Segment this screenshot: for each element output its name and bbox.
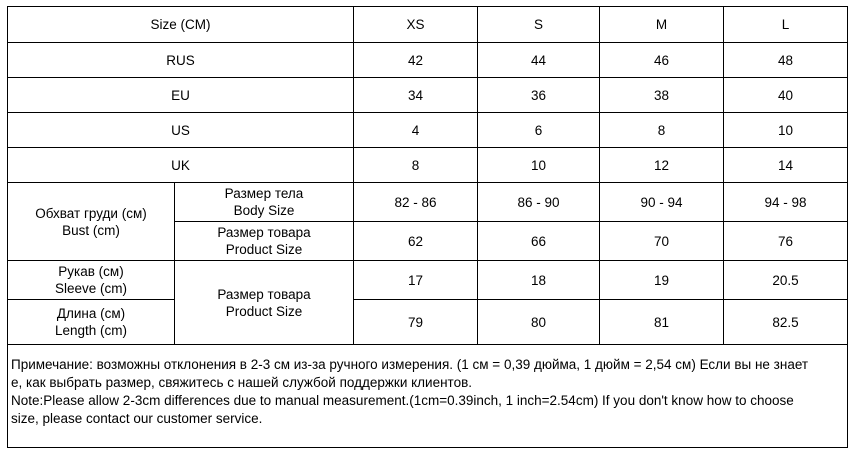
size-header-l: L bbox=[724, 7, 848, 43]
size-header-m: M bbox=[600, 7, 724, 43]
table-cell: 17 bbox=[354, 261, 478, 300]
sleeve-label-en: Sleeve (cm) bbox=[54, 281, 127, 296]
size-header-label: Size (CM) bbox=[8, 7, 354, 43]
note-row bbox=[8, 345, 848, 448]
product-size-label-en: Product Size bbox=[225, 242, 303, 257]
table-cell: 70 bbox=[600, 222, 724, 261]
table-row-uk bbox=[8, 148, 848, 183]
length-label-ru: Длина (см) bbox=[56, 306, 126, 321]
table-cell: 79 bbox=[354, 300, 478, 345]
product-size-merged-ru: Размер товара bbox=[217, 286, 311, 302]
sleeve-label-ru: Рукав (см) bbox=[58, 264, 124, 279]
product-size-merged-label bbox=[175, 261, 354, 345]
table-cell: 34 bbox=[354, 78, 478, 113]
row-label: EU bbox=[8, 78, 354, 113]
length-label-en: Length (cm) bbox=[54, 323, 128, 338]
table-cell: 36 bbox=[478, 78, 600, 113]
header-row bbox=[8, 7, 848, 43]
bust-label bbox=[8, 183, 175, 261]
table-row-bust-body bbox=[8, 183, 848, 222]
table-cell: 44 bbox=[478, 43, 600, 78]
table-cell: 90 - 94 bbox=[600, 183, 724, 222]
note-line-1: Примечание: возможны отклонения в 2-3 см из-за ручного измерения. (1 см = 0,39 дюйма, 1 дюйм = 2,54 см) Если вы не знает bbox=[11, 357, 809, 372]
table-cell: 62 bbox=[354, 222, 478, 261]
table-cell: 10 bbox=[724, 113, 848, 148]
note-text bbox=[8, 345, 848, 448]
note-line-2: е, как выбрать размер, свяжитесь с нашей службой поддержки клиентов. bbox=[11, 375, 473, 390]
note-line-3: Note:Please allow 2-3cm differences due to manual measurement.(1cm=0.39inch, 1 inch=2.54cm) If you don't know how to choose bbox=[11, 393, 794, 408]
table-cell: 94 - 98 bbox=[724, 183, 848, 222]
bust-label-en: Bust (cm) bbox=[62, 222, 120, 238]
size-header-xs: XS bbox=[354, 7, 478, 43]
size-chart-table bbox=[7, 6, 848, 448]
table-row-sleeve bbox=[8, 261, 848, 300]
table-row-length bbox=[8, 300, 848, 345]
product-size-merged-en: Product Size bbox=[225, 303, 303, 319]
table-cell: 82.5 bbox=[724, 300, 848, 345]
row-label: US bbox=[8, 113, 354, 148]
table-cell: 66 bbox=[478, 222, 600, 261]
table-cell: 12 bbox=[600, 148, 724, 183]
table-cell: 10 bbox=[478, 148, 600, 183]
table-cell: 48 bbox=[724, 43, 848, 78]
size-header-s: S bbox=[478, 7, 600, 43]
product-size-label bbox=[175, 222, 354, 261]
product-size-label-ru: Размер товара bbox=[217, 225, 311, 240]
note-line-4: size, please contact our customer service. bbox=[11, 411, 263, 426]
table-cell: 86 - 90 bbox=[478, 183, 600, 222]
table-row-rus bbox=[8, 43, 848, 78]
table-cell: 46 bbox=[600, 43, 724, 78]
table-cell: 42 bbox=[354, 43, 478, 78]
length-label bbox=[8, 300, 175, 345]
row-label: UK bbox=[8, 148, 354, 183]
body-size-label-ru: Размер тела bbox=[224, 186, 304, 201]
table-cell: 19 bbox=[600, 261, 724, 300]
bust-label-ru: Обхват груди (см) bbox=[35, 205, 147, 221]
table-cell: 80 bbox=[478, 300, 600, 345]
table-cell: 38 bbox=[600, 78, 724, 113]
table-cell: 18 bbox=[478, 261, 600, 300]
table-cell: 40 bbox=[724, 78, 848, 113]
table-cell: 8 bbox=[354, 148, 478, 183]
sleeve-label bbox=[8, 261, 175, 300]
table-row-eu bbox=[8, 78, 848, 113]
body-size-label-en: Body Size bbox=[233, 203, 295, 218]
body-size-label bbox=[175, 183, 354, 222]
table-cell: 81 bbox=[600, 300, 724, 345]
row-label: RUS bbox=[8, 43, 354, 78]
table-cell: 20.5 bbox=[724, 261, 848, 300]
table-cell: 76 bbox=[724, 222, 848, 261]
table-cell: 8 bbox=[600, 113, 724, 148]
table-cell: 82 - 86 bbox=[354, 183, 478, 222]
table-cell: 4 bbox=[354, 113, 478, 148]
table-row-us bbox=[8, 113, 848, 148]
table-cell: 6 bbox=[478, 113, 600, 148]
table-cell: 14 bbox=[724, 148, 848, 183]
